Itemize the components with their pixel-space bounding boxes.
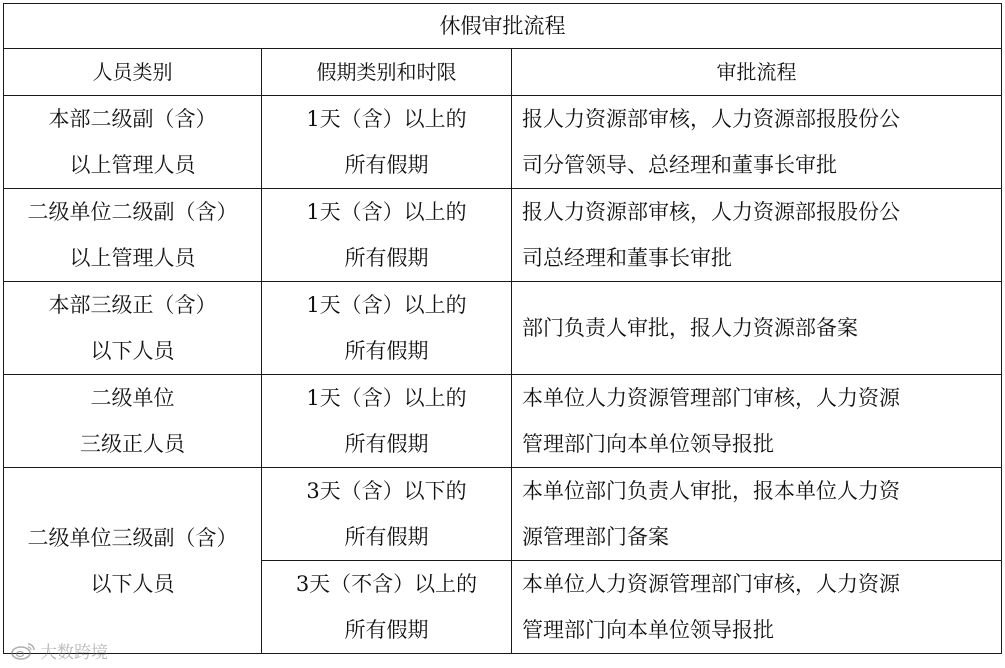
approval-process-cell: [512, 561, 1002, 654]
cell-line: 以上管理人员: [69, 246, 196, 270]
leave-type-cell: [262, 375, 512, 468]
cell-line: 司总经理和董事长审批: [522, 246, 732, 270]
leave-type-cell: [262, 282, 512, 375]
cell-line: 本单位人力资源管理部门审核，人力资源: [522, 572, 900, 596]
cell-line: 管理部门向本单位领导报批: [522, 618, 774, 642]
approval-process-cell: [512, 96, 1002, 189]
cell-line: 司分管领导、总经理和董事长审批: [522, 153, 837, 177]
cell-line: 1天（含）以上的: [306, 200, 467, 224]
watermark: [10, 638, 108, 663]
cell-line: 以上管理人员: [69, 153, 196, 177]
header-personnel-category: 人员类别: [4, 49, 262, 96]
cell-line: 源管理部门备案: [522, 525, 669, 549]
cell-line: 3天（不含）以上的: [295, 572, 478, 596]
approval-process-cell: [512, 189, 1002, 282]
header-approval-process: 审批流程: [512, 49, 1002, 96]
table-row: [4, 468, 1002, 561]
cell-line: 二级单位二级副（含）: [27, 200, 238, 224]
cell-line: 1天（含）以上的: [306, 293, 467, 317]
cell-line: 3天（含）以下的: [306, 479, 467, 503]
cell-line: 本部三级正（含）: [48, 293, 217, 317]
cell-line: 二级单位: [90, 386, 175, 410]
weibo-icon: [10, 642, 36, 660]
cell-line: 所有假期: [344, 246, 429, 270]
cell-line: 所有假期: [344, 339, 429, 363]
approval-process-cell: [512, 468, 1002, 561]
cell-line: 本部二级副（含）: [48, 107, 217, 131]
leave-type-cell: [262, 189, 512, 282]
cell-line: 所有假期: [344, 432, 429, 456]
cell-line: 报人力资源部审核，人力资源部报股份公: [522, 107, 900, 131]
approval-process-cell: [512, 375, 1002, 468]
table-row: [4, 189, 1002, 282]
cell-line: 所有假期: [344, 525, 429, 549]
table-row: [4, 375, 1002, 468]
leave-type-cell: [262, 96, 512, 189]
cell-line: 所有假期: [344, 153, 429, 177]
cell-line: 部门负责人审批，报人力资源部备案: [522, 316, 858, 340]
cell-line: 以下人员: [90, 339, 175, 363]
cell-line: 所有假期: [344, 618, 429, 642]
cell-line: 报人力资源部审核，人力资源部报股份公: [522, 200, 900, 224]
watermark-text: 大数跨境: [40, 643, 108, 663]
personnel-category-cell: [4, 375, 262, 468]
table-row: [4, 96, 1002, 189]
cell-line: 本单位部门负责人审批，报本单位人力资: [522, 479, 900, 503]
personnel-category-cell: [4, 282, 262, 375]
table-row: [4, 282, 1002, 375]
leave-approval-table: [3, 3, 1002, 654]
cell-line: 三级正人员: [80, 432, 185, 456]
cell-line: 管理部门向本单位领导报批: [522, 432, 774, 456]
table-title-row: [4, 4, 1002, 49]
cell-line: 1天（含）以上的: [306, 107, 467, 131]
table-title: 休假审批流程: [4, 4, 1002, 49]
leave-type-cell: [262, 468, 512, 561]
leave-type-cell: [262, 561, 512, 654]
personnel-category-cell: [4, 189, 262, 282]
cell-line: 本单位人力资源管理部门审核，人力资源: [522, 386, 900, 410]
cell-line: 二级单位三级副（含）: [27, 525, 238, 550]
personnel-category-cell: [4, 96, 262, 189]
approval-process-cell: [512, 282, 1002, 375]
table-header-row: [4, 49, 1002, 96]
cell-line: 以下人员: [90, 571, 175, 596]
header-leave-type-duration: 假期类别和时限: [262, 49, 512, 96]
personnel-category-cell: [4, 468, 262, 654]
cell-line: 1天（含）以上的: [306, 386, 467, 410]
